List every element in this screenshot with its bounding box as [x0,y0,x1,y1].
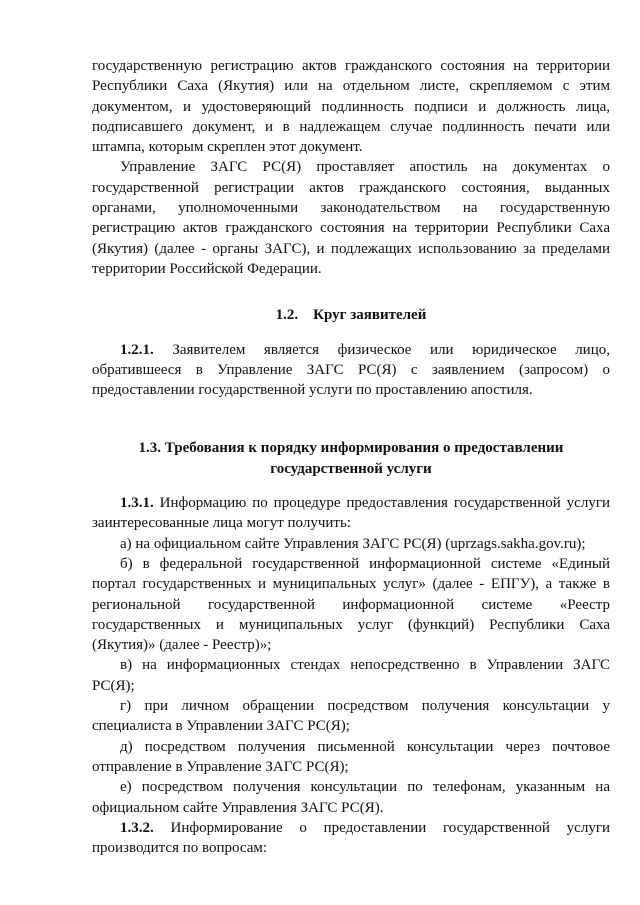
list-item-g: г) при личном обращении посредством получения консультации у специалиста в Управлении ЗАГС РС(Я); [92,698,610,735]
paragraph-number: 1.2.1. [120,341,154,358]
list-item-d: д) посредством получения письменной консультации через почтовое отправление в Управление ЗАГС РС(Я); [92,738,610,775]
paragraph-text: Информацию по процедуре предоставления государственной услуги заинтересованные лица могут получить: [92,495,610,532]
paragraph-1-2-1 [92,340,610,401]
list-item-a: а) на официальном сайте Управления ЗАГС РС(Я) (uprzags.sakha.gov.ru); [120,535,586,552]
paragraph-1-3-2 [92,818,610,859]
paragraph-number: 1.3.1. [120,495,154,512]
list-item-e: е) посредством получения консультации по телефонам, указанным на официальном сайте Управления ЗАГС РС(Я). [92,779,610,816]
section-heading-1-3: 1.3. Требования к порядку информирования о предоставлении государственной услуги [138,440,564,477]
list-item-b: б) в федеральной государственной информационной системе «Единый портал государственных и муниципальных услуг» (далее - ЕПГУ), а также в региональной государственной информационной системе «Реестр государственных и муниципальных услуг (функций) Республики Саха (Якутия)» (далее - Реестр)»; [92,555,610,654]
paragraph-text: Заявителем является физическое или юридическое лицо, обратившееся в Управление ЗАГС РС(Я) с заявлением (запросом) о предоставлении государственной услуги по проставлению апостиля. [92,341,610,399]
document-page [92,56,610,858]
paragraph-text: Информирование о предоставлении государственной услуги производится по вопросам: [92,819,610,857]
paragraph-number: 1.3.2. [120,819,154,836]
paragraph-1-3-1 [92,493,610,534]
intro-paragraph-1: государственную регистрацию актов гражданского состояния на территории Республики Саха (Якутия) или на отдельном листе, скрепляемом с этим документом, и удостоверяющий подлинность подписи и должность лица, подписавшего документ, и в надлежащем случае подлинность печати или штампа, которым скреплен этот документ. [92,58,610,156]
intro-paragraph-2: Управление ЗАГС РС(Я) проставляет апостиль на документах о государственной регистрации актов гражданского состояния, выданных органами, уполномоченными законодательством на государственную регистрацию актов гражданского состояния на территории Республики Саха (Якутия) (далее - органы ЗАГС), и подлежащих использованию за пределами территории Российской Федерации. [92,159,610,277]
list-item-v: в) на информационных стендах непосредственно в Управлении ЗАГС РС(Я); [92,657,610,694]
section-heading-1-2: 1.2. Круг заявителей [275,307,427,324]
